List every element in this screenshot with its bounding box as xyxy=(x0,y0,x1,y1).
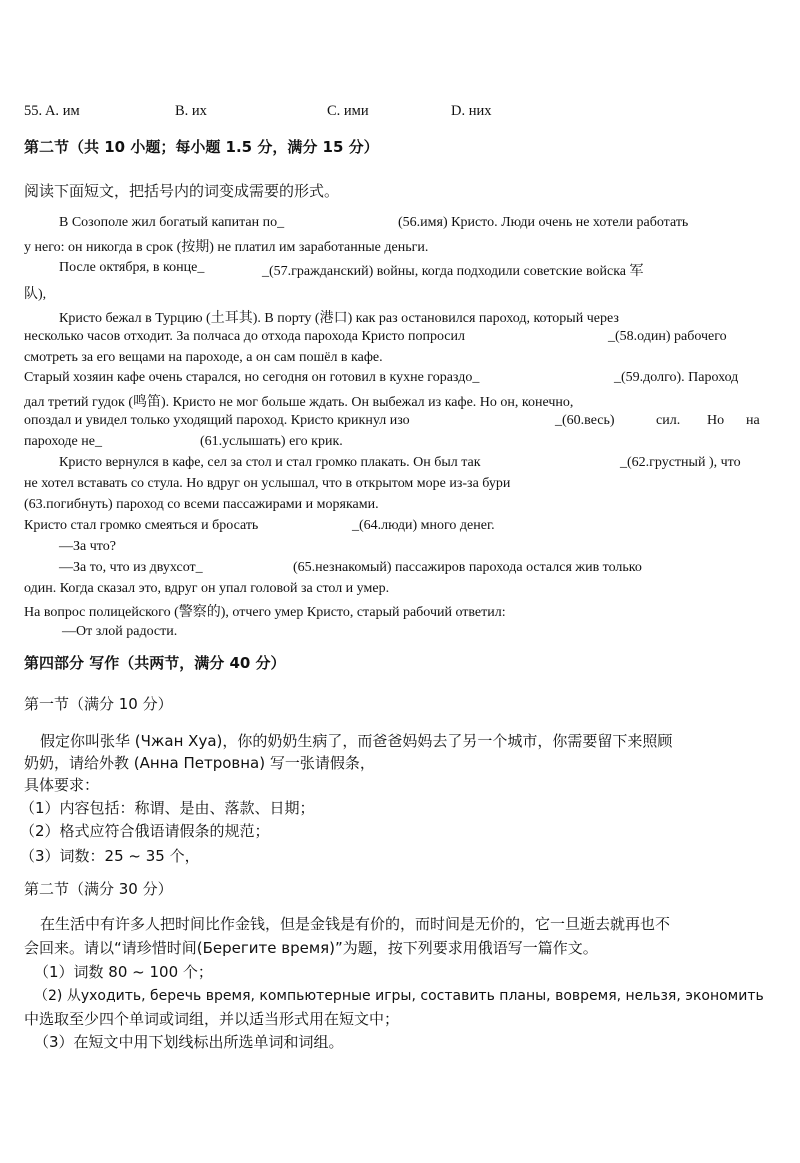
text-line-3b: _(57.гражданский) войны, когда подходили советские войска 军 xyxy=(262,264,644,279)
text-line-8a: Старый хозяин кафе очень старался, но сегодня он готовил в кухне гораздо_ xyxy=(24,370,480,385)
sub1-requirement-2: （2）格式应符合俄语请假条的规范； xyxy=(20,822,270,840)
text-line-4: 队), xyxy=(24,287,47,302)
text-line-1a: В Созополе жил богатый капитан по_ xyxy=(59,215,285,230)
text-line-10d: Но xyxy=(707,413,725,428)
text-line-10a: опоздал и увидел только уходящий пароход. Кристо крикнул изо xyxy=(24,413,410,428)
text-line-16: —За что? xyxy=(59,539,116,554)
text-line-11b: (61.услышать) его крик. xyxy=(200,434,343,449)
text-line-2: у него: он никогда в срок (按期) не платил им заработанные деньги. xyxy=(24,240,429,255)
text-line-17a: —За то, что из двухсот_ xyxy=(59,560,203,575)
text-line-3a: После октября, в конце_ xyxy=(59,260,205,275)
text-line-20: —От злой радости. xyxy=(62,624,178,639)
text-line-10b: _(60.весь) xyxy=(555,413,615,428)
text-line-17b: (65.незнакомый) пассажиров парохода остался жив только xyxy=(293,560,642,575)
text-line-6a: несколько часов отходит. За полчаса до отхода парохода Кристо попросил xyxy=(24,329,465,344)
text-line-6b: _(58.один) рабочего xyxy=(608,329,727,344)
text-line-12b: _(62.грустный ), что xyxy=(620,455,741,470)
sub2-prompt-line2: 会回来。请以“请珍惜时间(Берегите время)”为题，按下列要求用俄语写一篇作文。 xyxy=(24,939,598,957)
text-line-1b: (56.имя) Кристо. Люди очень не хотели работать xyxy=(398,215,689,230)
sub2-requirement-2-cont: 中选取至少四个单词或词组，并以适当形式用在短文中； xyxy=(24,1010,400,1028)
text-line-15a: Кристо стал громко смеяться и бросать xyxy=(24,518,259,533)
sub2-requirement-3: （3）在短文中用下划线标出所选单词和词组。 xyxy=(34,1033,344,1051)
text-line-10c: сил. xyxy=(656,413,681,428)
sub1-requirements-title: 具体要求： xyxy=(24,776,100,794)
q55-option-a: 55. A. им xyxy=(24,103,80,119)
sub2-requirement-2-text: （2) 从уходить, беречь время, компьютерные игры, составить планы, вовремя, нельзя, экономить xyxy=(34,988,764,1004)
text-line-13: не хотел вставать со стула. Но вдруг он услышал, что в открытом море из-за бури xyxy=(24,476,511,491)
text-line-8b: _(59.долго). Пароход xyxy=(614,370,739,385)
q55-option-c: C. ими xyxy=(327,103,369,119)
section2-heading: 第二节（共 10 小题；每小题 1.5 分，满分 15 分） xyxy=(24,138,379,156)
sub1-prompt-line2: 奶奶，请给外教 (Анна Петровна) 写一张请假条， xyxy=(24,754,375,772)
text-line-19: На вопрос полицейского (警察的), отчего умер Кристо, старый рабочий ответил: xyxy=(24,605,506,620)
section2-instruction: 阅读下面短文，把括号内的词变成需要的形式。 xyxy=(24,182,340,200)
q55-option-b: B. их xyxy=(175,103,207,119)
q55-option-d: D. них xyxy=(451,103,492,119)
text-line-14: (63.погибнуть) пароход со всеми пассажирами и моряками. xyxy=(24,497,379,512)
sub1-requirement-1: （1）内容包括：称谓、是由、落款、日期； xyxy=(20,799,315,817)
sub1-requirement-3: （3）词数：25 ~ 35 个， xyxy=(20,847,200,865)
part4-sub2-heading: 第二节（满分 30 分） xyxy=(24,880,173,898)
sub2-prompt-line1: 在生活中有许多人把时间比作金钱，但是金钱是有价的，而时间是无价的，它一旦逝去就再也不 xyxy=(40,915,671,933)
text-line-12a: Кристо вернулся в кафе, сел за стол и стал громко плакать. Он был так xyxy=(59,455,481,470)
sub1-prompt-line1: 假定你叫张华 (Чжан Хуа)，你的奶奶生病了，而爸爸妈妈去了另一个城市，你需要留下来照顾 xyxy=(40,732,673,750)
text-line-15b: _(64.люди) много денег. xyxy=(352,518,495,533)
text-line-9: дал третий гудок (鸣笛). Кристо не мог больше ждать. Он выбежал из кафе. Но он, конечно, xyxy=(24,395,574,410)
text-line-5: Кристо бежал в Турцию (土耳其). В порту (港口) как раз остановился пароход, который через xyxy=(59,311,619,326)
text-line-11a: пароходе не_ xyxy=(24,434,102,449)
part4-heading: 第四部分 写作（共两节，满分 40 分） xyxy=(24,654,286,672)
sub2-requirement-1: （1）词数 80 ~ 100 个； xyxy=(34,963,213,981)
text-line-10e: на xyxy=(746,413,760,428)
text-line-18: один. Когда сказал это, вдруг он упал головой за стол и умер. xyxy=(24,581,390,596)
sub2-requirement-2 xyxy=(34,985,764,1005)
text-line-7: смотреть за его вещами на пароходе, а он сам пошёл в кафе. xyxy=(24,350,383,365)
part4-sub1-heading: 第一节（满分 10 分） xyxy=(24,695,173,713)
